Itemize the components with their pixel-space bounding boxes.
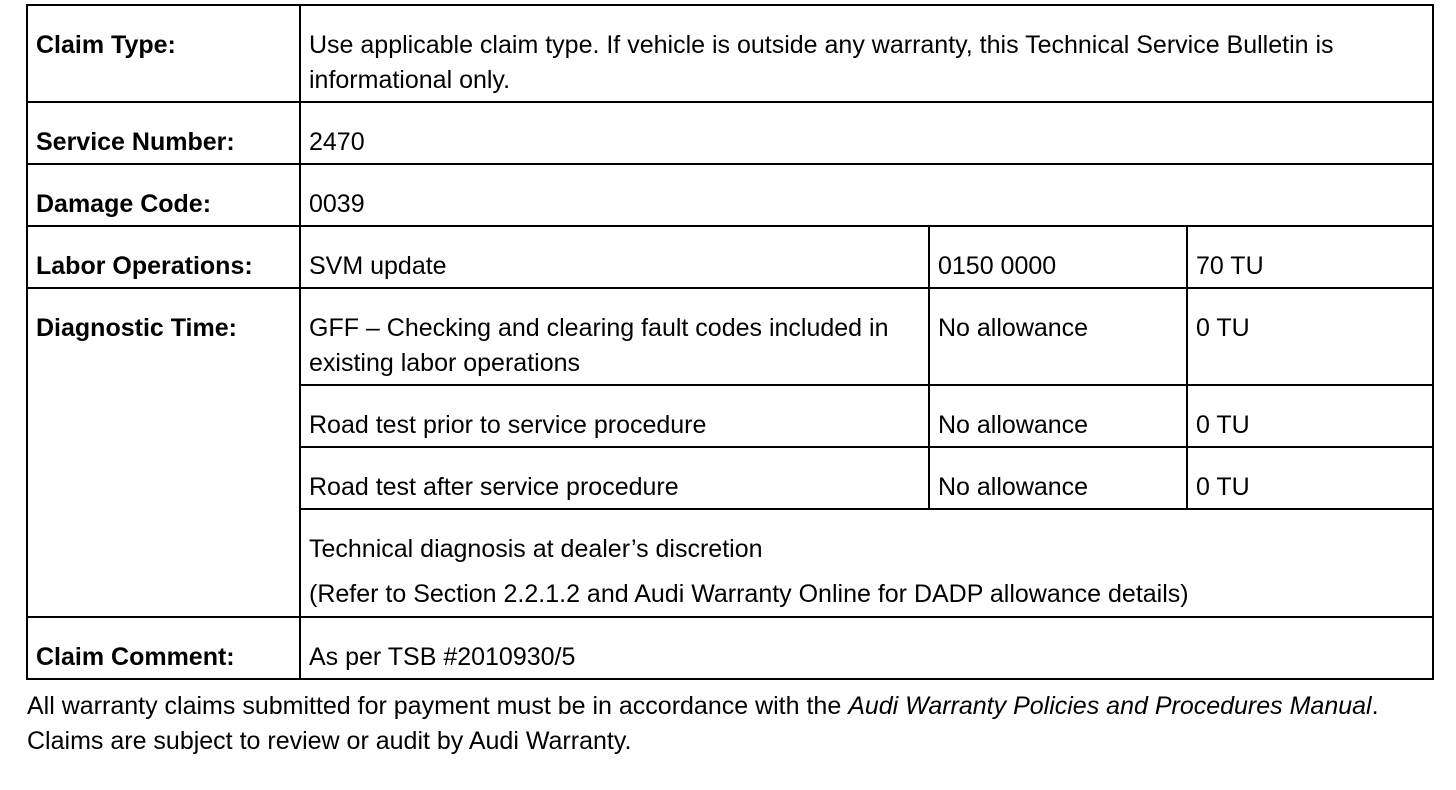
damage-code-label: Damage Code:: [27, 164, 300, 226]
notice-text-before: All warranty claims submitted for payment must be in accordance with the: [27, 692, 849, 720]
claim-type-value: Use applicable claim type. If vehicle is outside any warranty, this Technical Service Bulletin is informational only.: [300, 5, 1433, 102]
diagnostic-allowance: No allowance: [929, 385, 1187, 447]
claim-type-row: [27, 5, 1433, 102]
notice-text-after: . Claims are subject to review or audit by Audi Warranty.: [27, 692, 1379, 755]
labor-operation-description: SVM update: [300, 226, 929, 288]
labor-operation-time: 70 TU: [1187, 226, 1433, 288]
claim-type-label: Claim Type:: [27, 5, 300, 102]
diagnostic-time-label: Diagnostic Time:: [27, 288, 300, 617]
diagnostic-allowance: No allowance: [929, 288, 1187, 385]
diagnostic-description: GFF – Checking and clearing fault codes included in existing labor operations: [300, 288, 929, 385]
diagnostic-allowance: No allowance: [929, 447, 1187, 509]
diagnostic-description: Road test prior to service procedure: [300, 385, 929, 447]
warranty-claim-table: [26, 4, 1434, 680]
diagnostic-time-value: 0 TU: [1187, 385, 1433, 447]
technical-diagnosis-text: Technical diagnosis at dealer’s discretion: [309, 535, 763, 563]
claim-comment-value: As per TSB #2010930/5: [300, 617, 1433, 679]
service-number-row: [27, 102, 1433, 164]
claim-comment-label: Claim Comment:: [27, 617, 300, 679]
diagnostic-time-value: 0 TU: [1187, 288, 1433, 385]
labor-operations-label: Labor Operations:: [27, 226, 300, 288]
technical-diagnosis-cell: [300, 509, 1433, 617]
damage-code-row: [27, 164, 1433, 226]
service-number-label: Service Number:: [27, 102, 300, 164]
claim-comment-row: [27, 617, 1433, 679]
policy-manual-title: Audi Warranty Policies and Procedures Manual: [848, 692, 1372, 720]
damage-code-value: 0039: [300, 164, 1433, 226]
diagnostic-time-value: 0 TU: [1187, 447, 1433, 509]
service-number-value: 2470: [300, 102, 1433, 164]
diagnostic-row-gff: [27, 288, 1433, 385]
diagnostic-description: Road test after service procedure: [300, 447, 929, 509]
warranty-policy-notice: [27, 689, 1427, 759]
labor-operations-row: [27, 226, 1433, 288]
technical-diagnosis-note: (Refer to Section 2.2.1.2 and Audi Warranty Online for DADP allowance details): [309, 580, 1189, 608]
labor-operation-code: 0150 0000: [929, 226, 1187, 288]
